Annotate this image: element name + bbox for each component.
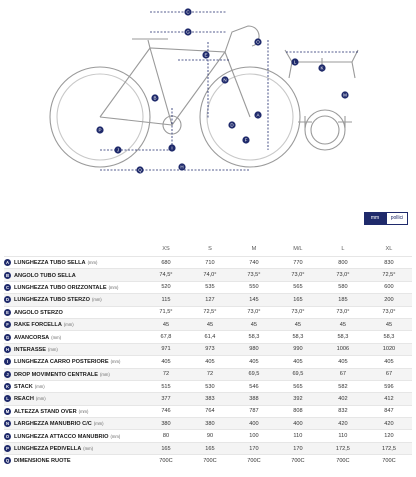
table-cell: 565: [276, 281, 320, 293]
table-row: [4, 405, 412, 417]
table-cell: 73,5°: [232, 269, 276, 281]
table-cell: 45: [366, 318, 412, 330]
table-cell: 700C: [276, 455, 320, 467]
diagram-marker-a: [254, 111, 261, 118]
row-unit: (mm): [35, 396, 46, 402]
table-cell: 405: [144, 356, 188, 368]
diagram-marker-i: [168, 144, 175, 151]
header-size: S: [208, 246, 212, 252]
row-unit: (mm): [100, 371, 110, 377]
table-row: [4, 257, 412, 269]
diagram-marker-letter: N: [223, 77, 227, 83]
table-cell: 69,5: [232, 368, 276, 380]
table-cell: 72,5°: [188, 306, 232, 318]
table-cell: 69,5: [276, 368, 320, 380]
table-cell: 73,0°: [276, 269, 320, 281]
row-unit: (mm): [108, 284, 119, 290]
table-cell: 80: [144, 430, 188, 442]
table-cell: 980: [232, 343, 276, 355]
geometry-table: [4, 242, 412, 467]
row-label-text: ANGOLO TUBO SELLA: [14, 272, 76, 279]
row-badge: N: [5, 421, 10, 427]
table-cell: 546: [232, 380, 276, 392]
table-cell: 73,0°: [232, 306, 276, 318]
table-row: [4, 294, 412, 306]
table-cell: 550: [232, 281, 276, 293]
diagram-marker-l: [291, 58, 298, 65]
row-label-text: LUNGHEZZA TUBO ORIZZONTALE: [14, 284, 107, 291]
table-row: [4, 455, 412, 467]
row-label: [4, 257, 144, 269]
diagram-marker-letter: L: [293, 59, 297, 65]
table-cell: 73,0°: [320, 306, 366, 318]
table-cell: 90: [188, 430, 232, 442]
table-cell: 412: [366, 393, 412, 405]
table-row: [4, 442, 412, 454]
row-label: [4, 393, 144, 405]
table-cell: 1006: [320, 343, 366, 355]
unit-imperial-button[interactable]: pollici: [386, 212, 408, 225]
row-label: [4, 405, 144, 417]
table-cell: 787: [232, 405, 276, 417]
header-size: XL: [385, 246, 393, 252]
table-cell: 740: [232, 257, 276, 269]
row-badge: H: [5, 346, 10, 352]
diagram-marker-letter: F: [244, 137, 248, 143]
row-label: [4, 294, 144, 306]
table-cell: 72,5°: [366, 269, 412, 281]
row-badge: B: [5, 272, 10, 278]
row-label: [4, 269, 144, 281]
row-badge: E: [4, 309, 11, 316]
table-cell: 420: [366, 418, 412, 430]
row-label-text: AVANCORSA: [14, 334, 50, 341]
table-cell: 700C: [320, 455, 366, 467]
diagram-marker-n: [221, 76, 228, 83]
table-cell: 973: [188, 343, 232, 355]
table-cell: 61,4: [188, 331, 232, 343]
table-cell: 405: [276, 356, 320, 368]
table-cell: 67,8: [144, 331, 188, 343]
table-cell: 67: [320, 368, 366, 380]
table-cell: 145: [232, 294, 276, 306]
diagram-marker-letter: E: [204, 52, 208, 58]
row-badge: F: [4, 321, 11, 328]
row-label: [4, 281, 144, 293]
table-cell: 165: [144, 442, 188, 454]
diagram-marker-j: [114, 146, 121, 153]
table-cell: 74,5°: [144, 269, 188, 281]
diagram-marker-h: [178, 163, 185, 170]
table-cell: 115: [144, 294, 188, 306]
diagram-marker-m: [341, 91, 348, 98]
table-row: [4, 306, 412, 318]
table-cell: 405: [232, 356, 276, 368]
table-cell: 830: [366, 257, 412, 269]
row-label: [4, 331, 144, 343]
table-cell: 73,0°: [366, 306, 412, 318]
table-cell: 380: [188, 418, 232, 430]
table-cell: 165: [276, 294, 320, 306]
diagram-marker-p: [96, 126, 103, 133]
row-label-text: ANGOLO STERZO: [14, 309, 63, 316]
table-cell: 383: [188, 393, 232, 405]
row-badge: M: [5, 408, 10, 414]
row-unit: (mm): [110, 433, 121, 439]
header-size: M: [251, 246, 257, 252]
table-cell: 808: [276, 405, 320, 417]
table-cell: 380: [144, 418, 188, 430]
table-cell: 405: [188, 356, 232, 368]
table-row: [4, 269, 412, 281]
diagram-marker-g: [184, 28, 191, 35]
row-label-text: DROP MOVIMENTO CENTRALE: [14, 371, 99, 378]
table-cell: 971: [144, 343, 188, 355]
table-cell: 120: [366, 430, 412, 442]
row-unit: (mm): [63, 322, 74, 328]
row-label: [4, 318, 144, 330]
table-row: [4, 393, 412, 405]
table-cell: 596: [366, 380, 412, 392]
table-cell: 45: [144, 318, 188, 330]
table-cell: 405: [320, 356, 366, 368]
diagram-marker-letter: B: [153, 95, 157, 101]
table-cell: 402: [320, 393, 366, 405]
table-row: [4, 368, 412, 380]
table-cell: 100: [232, 430, 276, 442]
row-label-text: LUNGHEZZA TUBO SELLA: [14, 260, 86, 267]
row-badge: D: [5, 297, 10, 303]
diagram-marker-letter: K: [320, 65, 324, 71]
table-cell: 700C: [366, 455, 412, 467]
table-cell: 170: [232, 442, 276, 454]
table-cell: 746: [144, 405, 188, 417]
row-unit: (mm): [110, 359, 121, 365]
row-unit: (mm): [91, 297, 102, 303]
row-unit: (mm): [83, 446, 93, 452]
table-cell: 388: [232, 393, 276, 405]
row-badge: L: [4, 395, 11, 402]
table-cell: 45: [188, 318, 232, 330]
table-cell: 74,0°: [188, 269, 232, 281]
table-cell: 405: [366, 356, 412, 368]
diagram-marker-q: [136, 166, 143, 173]
diagram-marker-d: [228, 121, 235, 128]
row-label: [4, 455, 144, 467]
row-label: [4, 380, 144, 392]
row-label: [4, 430, 144, 442]
table-row: [4, 430, 412, 442]
row-badge: Q: [5, 458, 10, 464]
table-cell: 582: [320, 380, 366, 392]
bike-geometry-diagram: [0, 0, 416, 205]
table-cell: 392: [276, 393, 320, 405]
table-cell: 45: [320, 318, 366, 330]
diagram-marker-b: [151, 94, 158, 101]
table-cell: 680: [144, 257, 188, 269]
row-label-text: ALTEZZA STAND OVER: [14, 408, 77, 415]
header-size: L: [341, 246, 345, 252]
table-cell: 580: [320, 281, 366, 293]
table-row: [4, 380, 412, 392]
table-row: [4, 281, 412, 293]
header-size: XS: [162, 246, 170, 252]
diagram-marker-o: [254, 38, 261, 45]
table-cell: 72: [144, 368, 188, 380]
table-cell: 58,3: [320, 331, 366, 343]
row-badge: C: [5, 284, 10, 290]
row-badge: I: [4, 358, 11, 365]
bike-frame: [100, 26, 259, 125]
table-cell: 172,5: [320, 442, 366, 454]
row-label-text: DIMENSIONE RUOTE: [14, 458, 71, 465]
table-cell: 172,5: [366, 442, 412, 454]
table-cell: 400: [232, 418, 276, 430]
table-cell: 72: [188, 368, 232, 380]
table-cell: 58,3: [232, 331, 276, 343]
row-unit: (mm): [48, 346, 58, 352]
diagram-marker-letter: C: [186, 9, 190, 15]
table-cell: 535: [188, 281, 232, 293]
diagram-marker-letter: J: [116, 147, 120, 153]
table-cell: 565: [276, 380, 320, 392]
row-label-text: LUNGHEZZA CARRO POSTERIORE: [14, 359, 109, 366]
table-cell: 73,0°: [276, 306, 320, 318]
row-badge: G: [5, 334, 10, 340]
table-cell: 420: [320, 418, 366, 430]
row-label-text: INTERASSE: [14, 346, 47, 353]
table-cell: 1020: [366, 343, 412, 355]
diagram-marker-letter: I: [171, 145, 173, 151]
header-blank: [4, 242, 144, 257]
table-cell: 530: [188, 380, 232, 392]
row-label-text: REACH: [14, 396, 34, 403]
table-row: [4, 331, 412, 343]
diagram-marker-letter: M: [343, 92, 347, 98]
table-cell: 764: [188, 405, 232, 417]
diagram-marker-e: [202, 51, 209, 58]
row-label: [4, 343, 144, 355]
table-cell: 700C: [188, 455, 232, 467]
table-cell: 45: [232, 318, 276, 330]
diagram-marker-letter: H: [180, 164, 184, 170]
table-cell: 377: [144, 393, 188, 405]
table-row: [4, 356, 412, 368]
table-row: [4, 318, 412, 330]
table-cell: 71,5°: [144, 306, 188, 318]
diagram-marker-c: [184, 8, 191, 15]
header-size: M/L: [293, 246, 303, 252]
row-unit: (mm): [51, 334, 61, 340]
row-badge: J: [4, 371, 11, 378]
diagram-marker-letter: P: [98, 127, 102, 133]
table-cell: 515: [144, 380, 188, 392]
row-label: [4, 356, 144, 368]
table-cell: 847: [366, 405, 412, 417]
unit-toggle: [364, 212, 408, 225]
table-cell: 710: [188, 257, 232, 269]
table-cell: 700C: [144, 455, 188, 467]
diagram-marker-letter: O: [256, 39, 260, 45]
diagram-marker-letter: Q: [138, 167, 142, 173]
table-cell: 200: [366, 294, 412, 306]
diagram-marker-letter: D: [230, 122, 234, 128]
table-header-row: [4, 242, 412, 257]
table-row: [4, 418, 412, 430]
table-cell: 990: [276, 343, 320, 355]
row-label-text: LUNGHEZZA ATTACCO MANUBRIO: [14, 433, 109, 440]
diagram-marker-f: [242, 136, 249, 143]
row-label-text: LUNGHEZZA TUBO STERZO: [14, 297, 90, 304]
row-label: [4, 306, 144, 318]
table-cell: 110: [320, 430, 366, 442]
table-cell: 600: [366, 281, 412, 293]
row-label: [4, 442, 144, 454]
diagram-marker-letter: A: [256, 112, 260, 118]
table-cell: 58,3: [276, 331, 320, 343]
table-cell: 800: [320, 257, 366, 269]
table-cell: 185: [320, 294, 366, 306]
table-cell: 110: [276, 430, 320, 442]
row-label-text: LUNGHEZZA PEDIVELLA: [14, 446, 82, 453]
table-body: [4, 257, 412, 467]
table-cell: 400: [276, 418, 320, 430]
table-cell: 73,0°: [320, 269, 366, 281]
row-unit: (mm): [34, 384, 45, 390]
row-unit: (mm): [87, 260, 98, 266]
table-cell: 165: [188, 442, 232, 454]
row-label: [4, 368, 144, 380]
row-label-text: LARGHEZZA MANUBRIO C/C: [14, 421, 92, 428]
table-row: [4, 343, 412, 355]
row-label: [4, 418, 144, 430]
row-badge: O: [5, 433, 10, 439]
diagram-marker-k: [318, 64, 325, 71]
row-label-text: RAKE FORCELLA: [14, 322, 62, 329]
table-cell: 58,3: [366, 331, 412, 343]
row-badge: P: [4, 445, 11, 452]
table-cell: 770: [276, 257, 320, 269]
row-unit: (mm): [78, 408, 89, 414]
row-label-text: STACK: [14, 384, 33, 391]
table-cell: 520: [144, 281, 188, 293]
unit-metric-button[interactable]: mm: [364, 212, 386, 225]
table-cell: 832: [320, 405, 366, 417]
table-cell: 170: [276, 442, 320, 454]
table-cell: 127: [188, 294, 232, 306]
row-badge: K: [5, 384, 10, 390]
table-cell: 45: [276, 318, 320, 330]
table-cell: 700C: [232, 455, 276, 467]
diagram-marker-letter: G: [186, 29, 190, 35]
row-badge: A: [5, 260, 10, 266]
row-unit: (mm): [93, 421, 104, 427]
table-cell: 67: [366, 368, 412, 380]
